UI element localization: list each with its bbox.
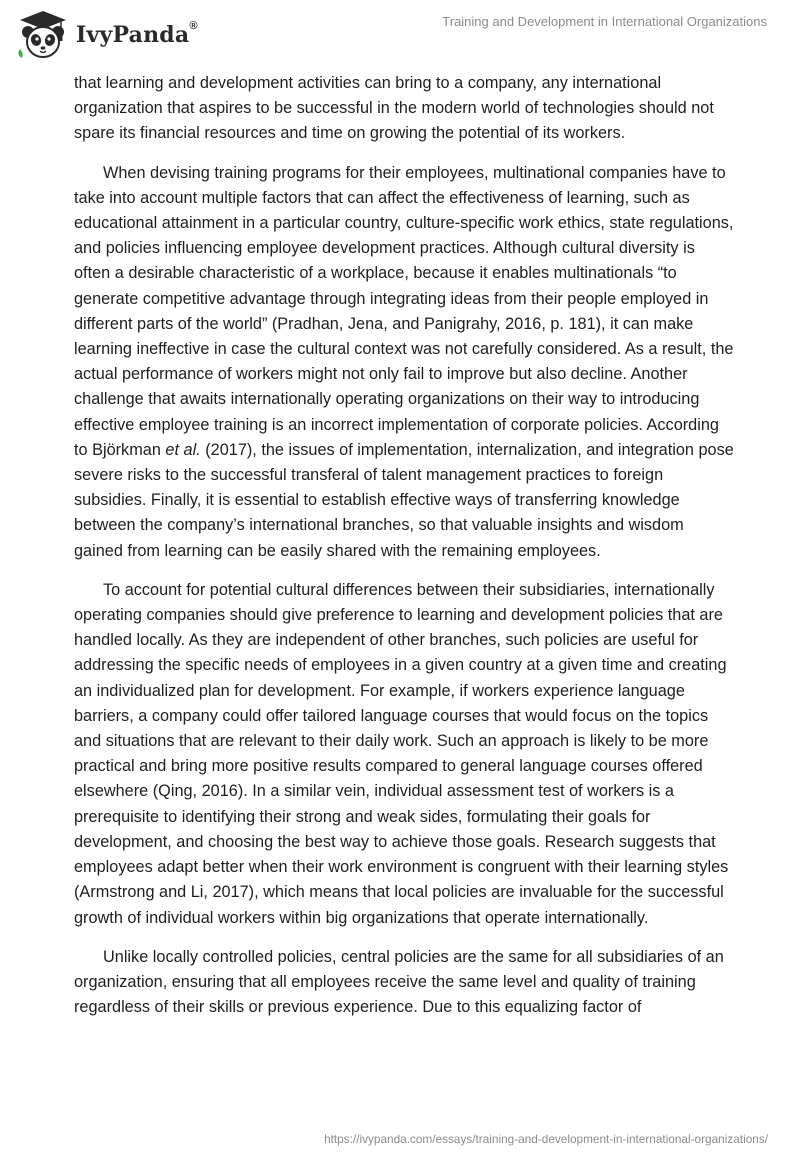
paragraph-2 [74,161,734,564]
document-title: Training and Development in International Organizations [442,14,767,29]
source-url[interactable]: https://ivypanda.com/essays/training-and-development-in-international-organizations/ [324,1132,768,1146]
paragraph-1: that learning and development activities can bring to a company, any international organization that aspires to be successful in the modern world of technologies should not spare its financial resources and time on growing the potential of its workers. [74,74,714,143]
ivypanda-logo[interactable] [14,9,198,61]
brand-name: IvyPanda® [76,20,198,48]
paragraph-4: Unlike locally controlled policies, central policies are the same for all subsidiaries of an organization, ensuring that all employees receive the same level and quality of training regardless of their skills or previous experience. Due to this equalizing factor of [74,947,724,1017]
panda-graduate-icon [14,9,72,61]
page-header [0,0,800,70]
paragraph-2-text-rest: (2017), the issues of implementation, internalization, and integration pose severe risks to the successful transferal of talent management practices to foreign subsidies. Finally, it is essential to establish effective ways of transferring knowledge between the company’s international branches, so that valuable insights and wisdom gained from learning can be easily shared with the remaining employees. [74,440,734,560]
citation-et-al: et al. [165,440,201,459]
paragraph-3: To account for potential cultural differences between their subsidiaries, internationally operating companies should give preference to learning and development policies that are handled locally. As they are independent of other branches, such policies are useful for addressing the specific needs of employees in a given country at a given time and creating an individualized plan for development. For example, if workers experience language barriers, a company could offer tailored language courses that would focus on the topics and situations that are relevant to their daily work. Such an approach is likely to be more practical and bring more positive results compared to general language courses offered elsewhere (Qing, 2016). In a similar vein, individual assessment test of workers is a prerequisite to identifying their strong and weak sides, formulating their goals for development, and choosing the best way to achieve those goals. Research suggests that employees adapt better when their work environment is congruent with their learning styles (Armstrong and Li, 2017), which means that local policies are invaluable for the successful growth of individual workers within big organizations that operate internationally. [74,580,729,927]
registered-mark: ® [189,20,198,32]
paragraph-2-text: When devising training programs for their employees, multinational companies have to take into account multiple factors that can affect the effectiveness of learning, such as educational attainment in a particular country, culture-specific work ethics, state regulations, and policies influencing employee development practices. Although cultural diversity is often a desirable characteristic of a workplace, because it enables multinationals “to generate competitive advantage through integrating ideas from their people employed in different parts of the world” (Pradhan, Jena, and Panigrahy, 2016, p. 181), it can make learning ineffective in case the cultural context was not carefully considered. As a result, the actual performance of workers might not only fail to improve but also decline. Another challenge that awaits internationally operating organizations on their way to introducing effective employee training is an incorrect implementation of corporate policies. According to Björkman [74,163,734,459]
essay-body [74,71,734,1034]
